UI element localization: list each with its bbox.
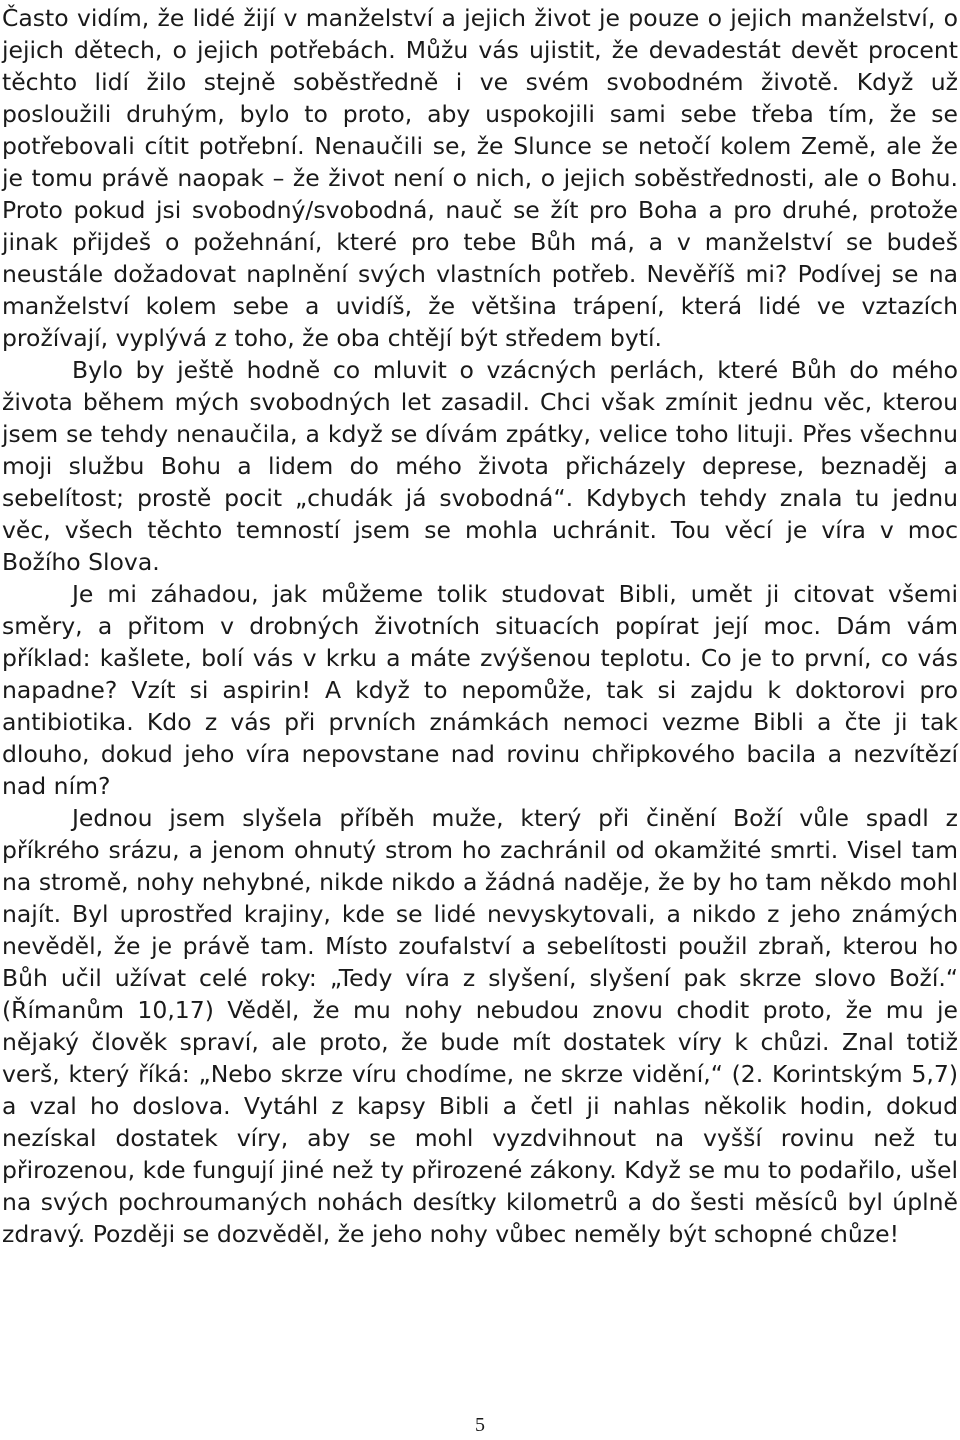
paragraph-2: Bylo by ještě hodně co mluvit o vzácných perlách, které Bůh do mého života během mých svobodných let zasadil. Chci však zmínit jednu věc, kterou jsem se tehdy nenaučila, a když se dívám zpátky, velice toho lituji. Přes všechnu moji službu Bohu a lidem do mého života přicházely deprese, beznaděj a sebelítost; prostě pocit „chudák já svobodná“. Kdybych tehdy znala tu jednu věc, všech těchto temností jsem se mohla uchránit. Tou věcí je víra v moc Božího Slova. [2,356,958,576]
paragraph-1: Často vidím, že lidé žijí v manželství a jejich život je pouze o jejich manželství, o jejich dětech, o jejich potřebách. Můžu vás ujistit, že devadestát devět procent těchto lidí žilo stejně soběstředně i ve svém svobodném životě. Když už posloužili druhým, bylo to proto, aby uspokojili sami sebe třeba tím, že se potřebovali cítit potřební. Nenaučili se, že Slunce se netočí kolem Země, ale že je tomu právě naopak – že život není o nich, o jejich soběstřednosti, ale o Bohu. Proto pokud jsi svobodný/svobodná, nauč se žít pro Boha a pro druhé, protože jinak přijdeš o požehnání, které pro tebe Bůh má, a v manželství se budeš neustále dožadovat naplnění svých vlastních potřeb. Nevěříš mi? Podívej se na manželství kolem sebe a uvidíš, že většina trápení, která lidé ve vztazích prožívají, vyplývá z toho, že oba chtějí být středem bytí. [2,4,958,352]
body-text [2,2,958,1250]
paragraph-3: Je mi záhadou, jak můžeme tolik studovat Bibli, umět ji citovat všemi směry, a přitom v drobných životních situacích popírat její moc. Dám vám příklad: kašlete, bolí vás v krku a máte zvýšenou teplotu. Co je to první, co vás napadne? Vzít si aspirin! A když to nepomůže, tak si zajdu k doktorovi pro antibiotika. Kdo z vás při prvních známkách nemoci vezme Bibli a čte ji tak dlouho, dokud jeho víra nepovstane nad rovinu chřipkového bacila a nezvítězí nad ním? [2,580,958,800]
paragraph-4: Jednou jsem slyšela příběh muže, který při činění Boží vůle spadl z příkrého srázu, a jenom ohnutý strom ho zachránil od okamžité smrti. Visel tam na stromě, nohy nehybné, nikde nikdo a žádná naděje, že by ho tam někdo mohl najít. Byl uprostřed krajiny, kde se lidé nevyskytovali, a nikdo z jeho známých nevěděl, že je právě tam. Místo zoufalství a sebelítosti použil zbraň, kterou ho Bůh učil užívat celé roky: „Tedy víra z slyšení, slyšení pak skrze slovo Boží.“ (Římanům 10,17) Věděl, že mu nohy nebudou znovu chodit proto, že mu je nějaký člověk spraví, ale proto, že bude mít dostatek víry k chůzi. Znal totiž verš, který říká: „Nebo skrze víru chodíme, ne skrze vidění,“ (2. Korintským 5,7) a vzal ho doslova. Vytáhl z kapsy Bibli a četl ji nahlas několik hodin, dokud nezískal dostatek víry, aby se mohl vyzdvihnout na vyšší rovinu než tu přirozenou, kde fungují jiné než ty přirozené zákony. Když se mu to podařilo, ušel na svých pochroumaných nohách desítky kilometrů a do šesti měsíců byl úplně zdravý. Později se dozvěděl, že jeho nohy vůbec neměly být schopné chůze! [2,804,958,1248]
page-number: 5 [475,1414,485,1436]
